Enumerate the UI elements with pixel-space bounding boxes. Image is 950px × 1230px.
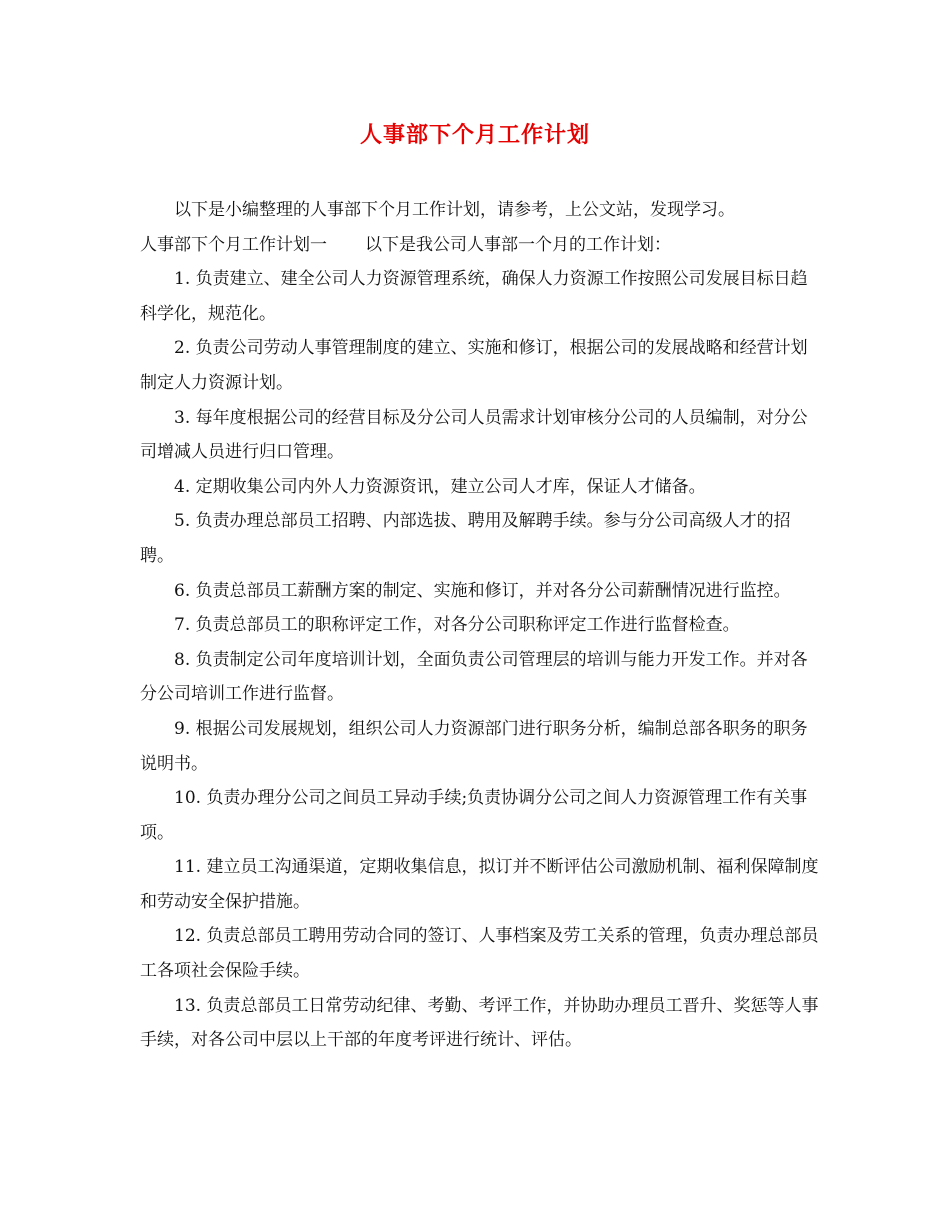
document-body [140,193,820,1058]
list-item: 3. 每年度根据公司的经营目标及分公司人员需求计划审核分公司的人员编制，对分公司增减人员进行归口管理。 [140,407,808,463]
list-item: 7. 负责总部员工的职称评定工作，对各分公司职称评定工作进行监督检查。 [174,615,740,636]
list-item: 9. 根据公司发展规划，组织公司人力资源部门进行职务分析，编制总部各职务的职务说明书。 [140,718,808,774]
list-item: 12. 负责总部员工聘用劳动合同的签订、人事档案及劳工关系的管理，负责办理总部员工各项社会保险手续。 [140,926,819,982]
list-item: 2. 负责公司劳动人事管理制度的建立、实施和修订，根据公司的发展战略和经营计划制定人力资源计划。 [140,338,808,393]
plan-heading: 人事部下个月工作计划一 [140,234,327,255]
document-title: 人事部下个月工作计划 [359,122,590,148]
list-item: 4. 定期收集公司内外人力资源资讯，建立公司人才库，保证人才储备。 [174,476,706,497]
list-item: 8. 负责制定公司年度培训计划，全面负责公司管理层的培训与能力开发工作。并对各分公司培训工作进行监督。 [140,649,808,705]
list-item: 1. 负责建立、建全公司人力资源管理系统，确保人力资源工作按照公司发展目标日趋科学化，规范化。 [140,269,808,324]
list-item: 11. 建立员工沟通渠道，定期收集信息，拟订并不断评估公司激励机制、福利保障制度和劳动安全保护措施。 [140,857,819,912]
list-item: 10. 负责办理分公司之间员工异动手续;负责协调分公司之间人力资源管理工作有关事项。 [140,788,808,843]
intro-paragraph: 以下是小编整理的人事部下个月工作计划，请参考，上公文站，发现学习。 [174,200,735,220]
list-item: 6. 负责总部员工薪酬方案的制定、实施和修订，并对各分公司薪酬情况进行监控。 [174,580,791,601]
list-item: 13. 负责总部员工日常劳动纪律、考勤、考评工作，并协助办理员工晋升、奖惩等人事手续，对各公司中层以上干部的年度考评进行统计、评估。 [140,995,819,1051]
plan-heading-line [140,228,820,263]
list-item: 5. 负责办理总部员工招聘、内部选拔、聘用及解聘手续。参与分公司高级人才的招聘。 [140,511,791,566]
plan-lead: 以下是我公司人事部一个月的工作计划： [365,234,671,255]
